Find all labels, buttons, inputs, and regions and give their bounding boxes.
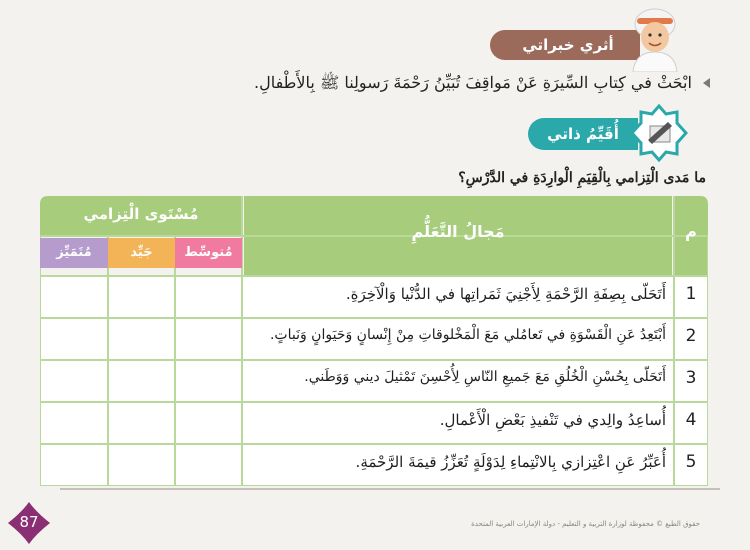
copyright-note: حقوق الطبع © محفوظة لوزارة التربية و التعليم - دولة الإمارات العربية المتحدة	[471, 520, 700, 528]
table-row	[40, 276, 708, 318]
self-eval-question: ما مَدى الْتِزامي بِالْقِيَمِ الْوارِدَةِ في الدَّرْسِ؟	[458, 170, 706, 186]
col-num-header: م	[685, 222, 697, 241]
table-row	[40, 444, 708, 486]
bullet-arrow-icon	[703, 78, 710, 88]
self-eval-label: أُقَيِّمُ ذاتي	[547, 125, 619, 143]
student-avatar-icon	[625, 4, 685, 72]
row-text: أَتَحَلّى بِصِفَةِ الرَّحْمَةِ لِأَجْنِيَ ثَمَراتِها في الدُّنْيا وَالْآخِرَةِ.	[345, 285, 666, 303]
row-number: 4	[685, 410, 697, 430]
row-text: أَتَحَلّى بِحُسْنِ الْخُلُقِ مَعَ جَميعِ النّاسِ لِأُحْسِنَ تَمْثيلَ ديني وَوَطَني.	[304, 369, 666, 385]
col-domain-header: مَجالُ التَّعَلُّمِ	[411, 222, 505, 241]
page-number: 87	[19, 513, 39, 531]
row-number: 3	[685, 368, 697, 388]
table-row	[40, 360, 708, 402]
footer-divider	[60, 488, 720, 498]
pencil-paper-icon	[630, 104, 688, 162]
level-chip-average: مُتوسِّط	[175, 238, 242, 268]
row-number: 5	[685, 452, 697, 472]
instruction-text: ابْحَثْ في كِتابِ السِّيرَةِ عَنْ مَواقِفَ تُبَيِّنُ رَحْمَةَ رَسولِنا ﷺ بِالأَطْفالِ.	[253, 73, 692, 92]
level-chip-good: جَيِّد	[108, 238, 175, 268]
enrich-banner	[490, 30, 640, 60]
page-number-badge	[6, 500, 52, 546]
enrich-instruction	[70, 73, 710, 96]
col-level-header: مُسْتَوى الْتِزامي	[83, 205, 199, 223]
row-text: أُعَبِّرُ عَنِ اعْتِزازي بِالانْتِماءِ لِدَوْلَةٍ تُعَزِّزُ قيمَةَ الرَّحْمَةِ.	[355, 453, 666, 471]
row-text: أُساعِدُ والِدي في تَنْفيذِ بَعْضِ الْأَعْمالِ.	[439, 411, 666, 429]
row-text: أَبْتَعِدُ عَنِ الْقَسْوَةِ في تَعامُلي مَعَ الْمَخْلوقاتِ مِنْ إِنْسانٍ وَحَيَوانٍ وَنَباتٍ.	[269, 327, 666, 343]
enrich-label: أثري خبراتي	[522, 36, 614, 54]
self-eval-banner	[528, 118, 638, 150]
row-number: 2	[685, 326, 697, 346]
table-row	[40, 318, 708, 360]
table-row	[40, 402, 708, 444]
row-number: 1	[685, 284, 697, 304]
level-chip-excellent: مُتَمَيِّز	[40, 238, 108, 268]
